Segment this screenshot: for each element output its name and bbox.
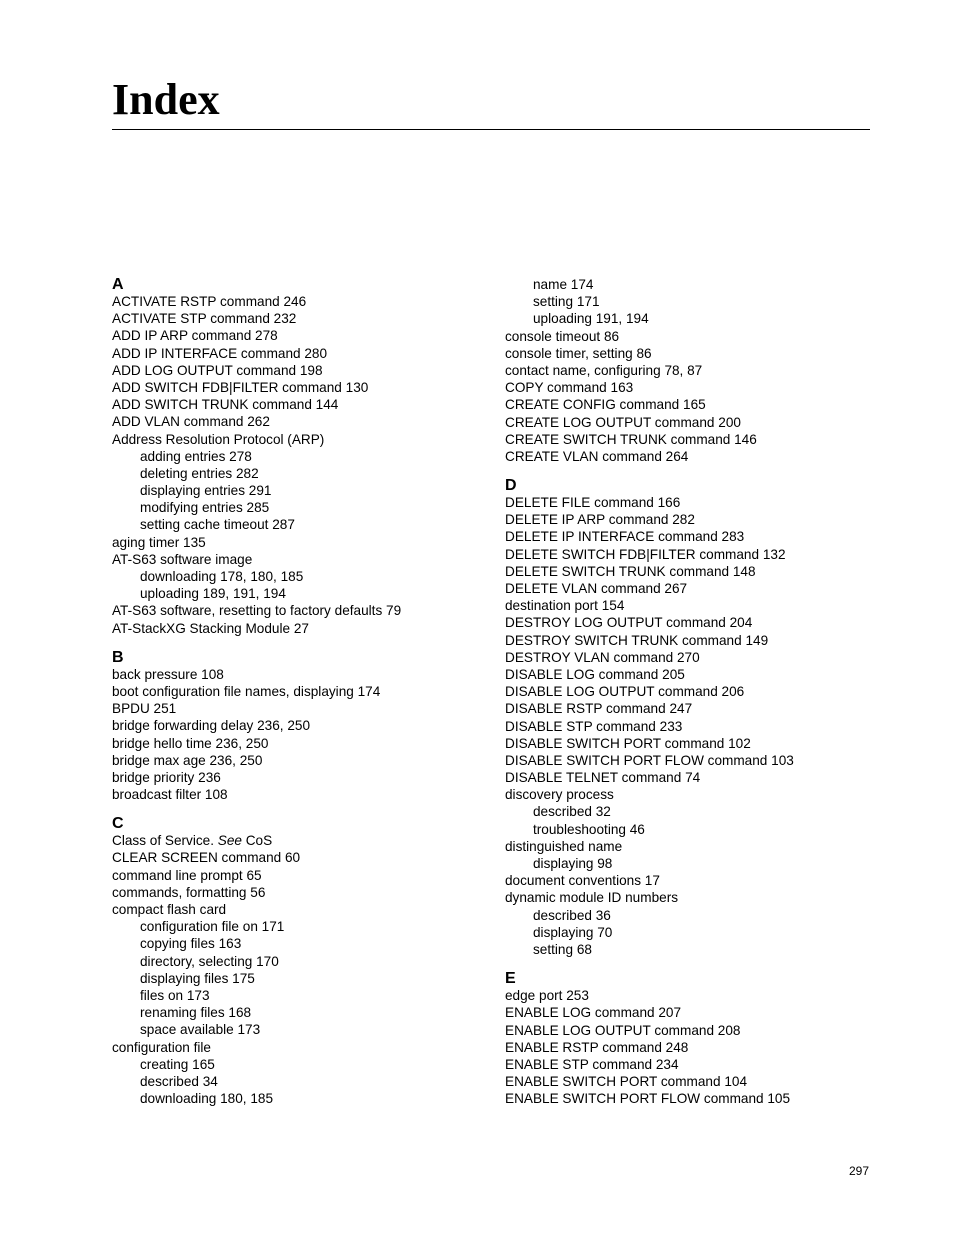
index-entry: command line prompt 65	[112, 867, 262, 883]
index-subentry: space available 173	[140, 1022, 261, 1038]
index-entry: CREATE VLAN command 264	[505, 448, 689, 464]
page-number: 297	[848, 1164, 869, 1178]
index-entry: CREATE CONFIG command 165	[505, 397, 706, 413]
index-subentry: deleting entries 282	[140, 465, 259, 481]
index-entry: DELETE VLAN command 267	[505, 581, 688, 596]
index-section-letter: B	[112, 648, 124, 666]
index-entry: boot configuration file names, displaying 174	[112, 683, 381, 699]
index-subentry: setting 68	[533, 941, 592, 957]
index-entry: discovery process	[505, 787, 614, 803]
index-section-letter: E	[505, 970, 516, 988]
index-subentry: setting cache timeout 287	[140, 517, 295, 533]
index-entry: distinguished name	[505, 838, 623, 854]
index-entry: ACTIVATE STP command 232	[112, 311, 297, 327]
index-entry: DESTROY SWITCH TRUNK command 149	[505, 632, 769, 648]
index-subentry: downloading 178, 180, 185	[140, 569, 304, 584]
index-subentry: directory, selecting 170	[140, 953, 279, 969]
index-subentry: renaming files 168	[140, 1005, 252, 1021]
index-subentry: described 32	[533, 804, 611, 820]
index-entry: DISABLE RSTP command 247	[505, 701, 693, 717]
index-entry: AT-S63 software, resetting to factory defaults 79	[112, 603, 402, 619]
index-entry: DISABLE SWITCH PORT command 102	[505, 735, 751, 751]
index-section-letter: D	[505, 477, 517, 495]
index-entry: DISABLE SWITCH PORT FLOW command 103	[505, 752, 794, 768]
index-entry: document conventions 17	[505, 873, 660, 889]
index-subentry: described 36	[533, 907, 611, 923]
index-entry: ACTIVATE RSTP command 246	[112, 294, 307, 309]
index-entry: CREATE SWITCH TRUNK command 146	[505, 431, 757, 447]
entry-text: Class of Service.	[112, 833, 218, 849]
index-entry: BPDU 251	[112, 701, 177, 717]
index-entry: ADD SWITCH FDB|FILTER command 130	[112, 379, 369, 395]
index-subentry: downloading 180, 185	[140, 1091, 274, 1107]
index-entry: DESTROY LOG OUTPUT command 204	[505, 615, 753, 631]
index-entry: CREATE LOG OUTPUT command 200	[505, 414, 741, 430]
index-subentry: displaying 98	[533, 856, 613, 871]
index-entry: contact name, configuring 78, 87	[505, 362, 703, 378]
index-entry: ENABLE STP command 234	[505, 1056, 679, 1072]
index-entry: ADD SWITCH TRUNK command 144	[112, 397, 339, 413]
index-entry: ADD VLAN command 262	[112, 414, 270, 430]
index-entry: bridge max age 236, 250	[112, 752, 263, 768]
index-subentry: described 34	[140, 1073, 218, 1089]
index-entry: ENABLE SWITCH PORT FLOW command 105	[505, 1091, 791, 1107]
index-entry: DELETE SWITCH FDB|FILTER command 132	[505, 546, 786, 562]
index-entry: ENABLE RSTP command 248	[505, 1039, 689, 1055]
index-entry: ADD LOG OUTPUT command 198	[112, 362, 323, 378]
index-entry: broadcast filter 108	[112, 787, 228, 803]
index-entry: DISABLE TELNET command 74	[505, 770, 701, 786]
index-subentry: configuration file on 171	[140, 919, 285, 935]
index-subentry: uploading 191, 194	[533, 311, 649, 327]
index-entry	[112, 832, 492, 849]
index-entry: DELETE IP INTERFACE command 283	[505, 529, 745, 545]
index-entry: DISABLE STP command 233	[505, 718, 683, 734]
title-rule	[112, 129, 870, 130]
index-entry: AT-S63 software image	[112, 551, 253, 567]
index-entry: dynamic module ID numbers	[505, 890, 679, 906]
index-subentry: troubleshooting 46	[533, 821, 645, 837]
index-entry: DELETE SWITCH TRUNK command 148	[505, 563, 756, 579]
index-subentry: displaying files 175	[140, 970, 255, 986]
index-entry: ADD IP INTERFACE command 280	[112, 345, 328, 361]
index-entry: aging timer 135	[112, 534, 206, 550]
index-entry: ADD IP ARP command 278	[112, 328, 278, 344]
index-subentry: displaying entries 291	[140, 483, 272, 499]
index-entry: console timer, setting 86	[505, 345, 652, 361]
index-entry: DELETE IP ARP command 282	[505, 512, 695, 528]
see-reference: See	[217, 833, 242, 849]
index-entry: ENABLE SWITCH PORT command 104	[505, 1074, 747, 1090]
index-entry: DESTROY VLAN command 270	[505, 649, 700, 665]
index-entry: console timeout 86	[505, 328, 620, 344]
index-entry: DISABLE LOG OUTPUT command 206	[505, 684, 745, 700]
index-entry: DISABLE LOG command 205	[505, 666, 685, 682]
index-entry: AT-StackXG Stacking Module 27	[112, 620, 309, 636]
index-column-right	[505, 276, 905, 1107]
index-subentry: adding entries 278	[140, 448, 252, 464]
see-target: CoS	[241, 833, 273, 849]
index-subentry: files on 173	[140, 987, 210, 1003]
index-entry: ENABLE LOG command 207	[505, 1005, 682, 1021]
index-entry: configuration file	[112, 1039, 211, 1055]
page-title: Index	[112, 75, 220, 124]
index-entry: bridge forwarding delay 236, 250	[112, 718, 310, 734]
index-subentry: setting 171	[533, 294, 600, 310]
index-column-left	[112, 276, 492, 1107]
index-entry: ENABLE LOG OUTPUT command 208	[505, 1022, 741, 1038]
index-entry: bridge priority 236	[112, 769, 221, 785]
index-subentry: name 174	[533, 277, 594, 292]
index-section-letter: A	[112, 276, 124, 293]
index-subentry: modifying entries 285	[140, 500, 270, 516]
index-entry: bridge hello time 236, 250	[112, 735, 269, 751]
index-entry: back pressure 108	[112, 666, 224, 682]
index-entry: COPY command 163	[505, 380, 634, 396]
index-section-letter: C	[112, 815, 124, 833]
index-entry: Address Resolution Protocol (ARP)	[112, 431, 325, 447]
index-subentry: copying files 163	[140, 936, 242, 952]
index-entry: CLEAR SCREEN command 60	[112, 850, 301, 866]
index-entry: edge port 253	[505, 988, 589, 1004]
index-subentry: displaying 70	[533, 924, 613, 940]
index-entry: compact flash card	[112, 902, 227, 917]
index-entry: commands, formatting 56	[112, 884, 266, 900]
index-subentry: uploading 189, 191, 194	[140, 586, 286, 602]
index-subentry: creating 165	[140, 1056, 215, 1072]
index-entry: destination port 154	[505, 598, 625, 614]
index-entry: DELETE FILE command 166	[505, 495, 681, 511]
